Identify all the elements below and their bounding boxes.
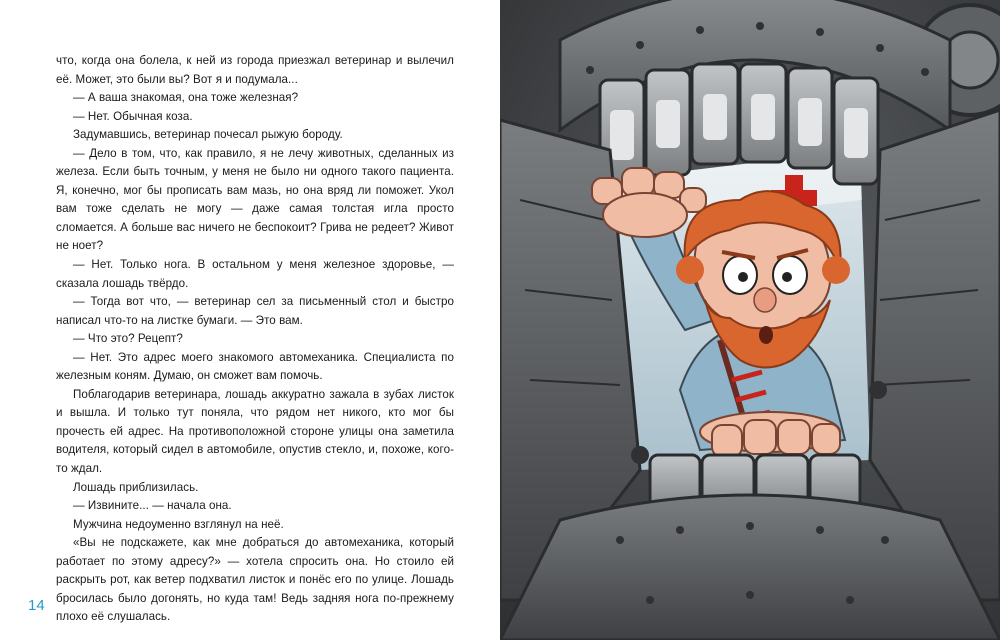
story-paragraph: «Вы не подскажете, как мне добраться до автомеханика, который работает по этому адресу?» — хотела спросить она. Но стоило ей раскрыть рот, как ветер подхватил листок и понёс его по улице. Лошадь бросилась было догонять, но куда там! Ведь задняя нога по-прежнему плохо её слушалась.: [56, 536, 454, 624]
story-paragraph: — Нет. Это адрес моего знакомого автомеханика. Специалиста по железным коням. Думаю, он сможет вам помочь.: [56, 350, 454, 383]
story-paragraph: — Нет. Только нога. В остальном у меня железное здоровье, — сказала лошадь твёрдо.: [56, 258, 454, 290]
illustration-vet-in-horse-mouth: [500, 0, 1000, 640]
story-paragraph: Мужчина недоуменно взглянул на неё.: [73, 517, 284, 531]
story-text: [56, 52, 454, 627]
illustration-svg: [500, 0, 1000, 640]
story-paragraph: Лошадь приблизилась.: [73, 480, 199, 494]
story-paragraph: — Нет. Обычная коза.: [73, 109, 193, 123]
story-paragraph: — А ваша знакомая, она тоже железная?: [73, 91, 299, 105]
page-number: 14: [28, 597, 45, 614]
story-paragraph: — Тогда вот что, — ветеринар сел за письменный стол и быстро написал что-то на листке бумаги. — Это вам.: [56, 295, 454, 327]
story-paragraph: что, когда она болела, к ней из города приезжал ветеринар и вылечил её. Может, это были вы? Вот я и подумала...: [56, 54, 454, 86]
story-paragraph: Поблагодарив ветеринара, лошадь аккуратно зажала в зубах листок и вышла. И только тут поняла, что рядом нет никого, кто мог бы прочесть ей адрес. На противоположной стороне улицы она заметила водителя, который сидел в автомобиле, опустив стекло, и, похоже, кого-то ждал.: [56, 387, 454, 476]
story-paragraph: Задумавшись, ветеринар почесал рыжую бороду.: [73, 128, 343, 142]
story-paragraph: — Извините... — начала она.: [73, 499, 232, 513]
story-paragraph: — Что это? Рецепт?: [73, 332, 183, 346]
story-paragraph: — Дело в том, что, как правило, я не лечу животных, сделанных из железа. Если быть точным, у меня не было ни одного такого пациента. Я, конечно, мог бы прописать вам мазь, но она вряд ли поможет. Укол вам тоже сделать не могу — даже самая толстая игла просто сломается. А больше вас ничего не беспокоит? Грива не редеет? Живот не ноет?: [56, 146, 454, 253]
